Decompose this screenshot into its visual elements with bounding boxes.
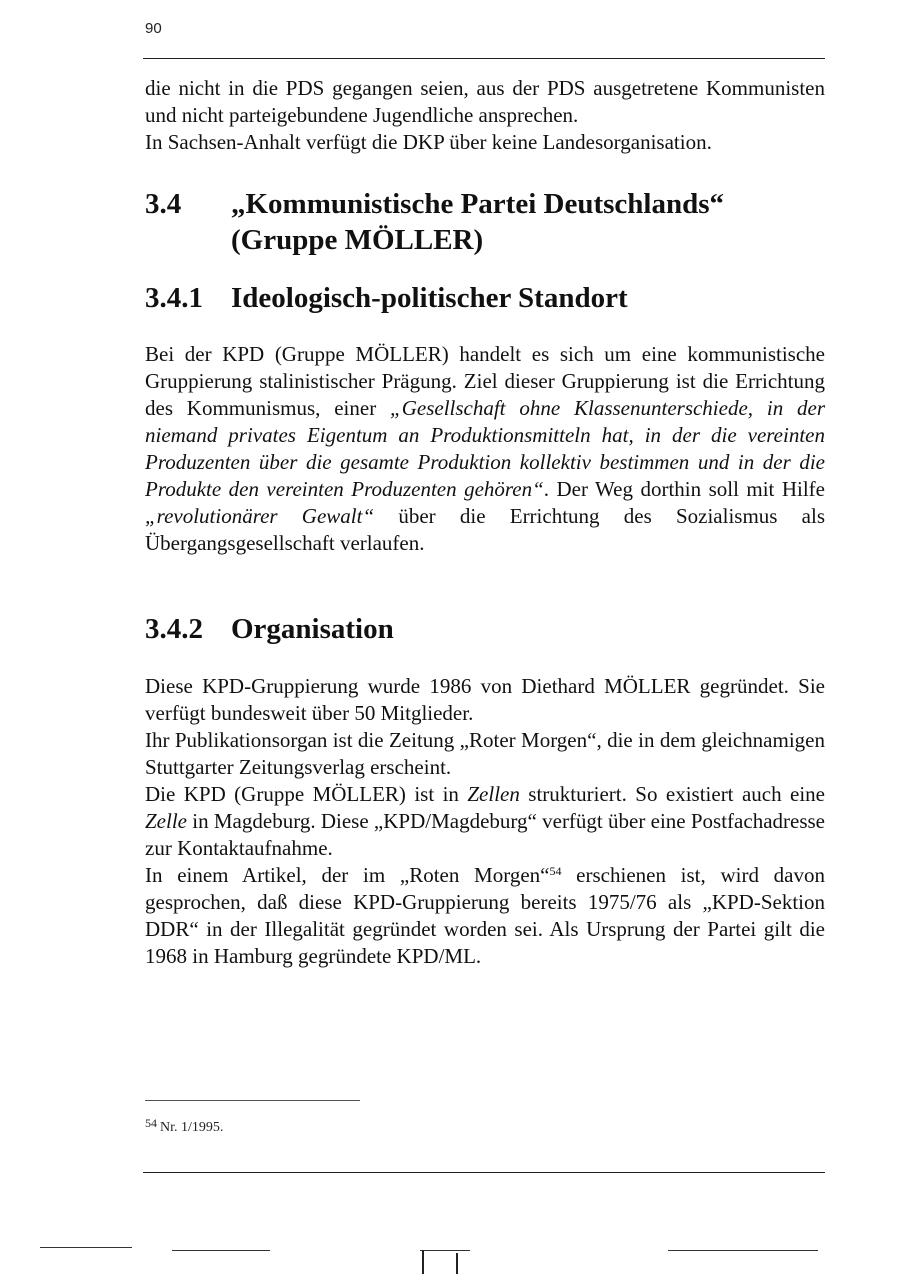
quotation: „revolutionärer Gewalt“ (145, 504, 375, 528)
text-run: In einem Artikel, der im „Roten Morgen“ (145, 863, 550, 887)
header-rule (143, 58, 825, 59)
scan-mark (422, 1250, 424, 1274)
intro-line: die nicht in die PDS gegangen seien, aus der PDS ausgetretene Kommunisten und nicht parteigebundene Jugendliche ansprechen. (145, 76, 825, 127)
text-run: Die KPD (Gruppe MÖLLER) ist in (145, 782, 468, 806)
section-number: 3.4.1 (145, 282, 203, 314)
text-run: über die Errichtung des Sozialismus als Übergangsgesellschaft verlaufen. (145, 504, 825, 555)
footnote (145, 1116, 223, 1136)
scan-mark (456, 1253, 458, 1274)
quotation: „Gesellschaft ohne Klassenunterschiede, in der niemand privates Eigentum an Produktionsmitteln hat, in der die vereinten Produzenten über die gesamte Produktion kollektiv bestimmen und in der die Produkte den vereinten Produzenten gehören“ (145, 396, 825, 501)
emphasis: Zelle (145, 809, 187, 833)
scan-mark (420, 1250, 470, 1251)
text-run: . Der Weg dorthin soll mit Hilfe (543, 477, 825, 501)
organisation-paragraphs (145, 673, 825, 970)
intro-paragraph (145, 75, 825, 156)
footnote-rule (145, 1100, 360, 1101)
emphasis: Zellen (467, 782, 520, 806)
text-run: Bei der KPD (Gruppe MÖLLER) handelt es sich um eine kommunistische Gruppierung stalinistischer Prägung. Ziel dieser Gruppierung ist die Errichtung des Kommunismus, einer (145, 342, 825, 420)
paragraph (145, 781, 825, 862)
section-number: 3.4.2 (145, 613, 203, 645)
scan-mark (40, 1247, 132, 1248)
section-title-line: „Kommunistische Partei Deutschlands“ (231, 188, 724, 220)
text-run: strukturiert. So existiert auch eine (519, 782, 825, 806)
paragraph: Diese KPD-Gruppierung wurde 1986 von Diethard MÖLLER gegründet. Sie verfügt bundesweit über 50 Mitglieder. (145, 674, 825, 725)
paragraph (145, 862, 825, 970)
section-title: Organisation (231, 613, 394, 645)
section-title: Ideologisch-politischer Standort (231, 282, 628, 314)
scan-mark (668, 1250, 818, 1251)
section-heading-3-4-1 (145, 280, 628, 316)
paragraph: Ihr Publikationsorgan ist die Zeitung „Roter Morgen“, die in dem gleichnamigen Stuttgarter Zeitungsverlag erscheint. (145, 728, 825, 779)
paragraph (145, 341, 825, 557)
intro-line: In Sachsen-Anhalt verfügt die DKP über keine Landesorganisation. (145, 130, 712, 154)
text-run: erschienen ist, wird davon gesprochen, daß diese KPD-Gruppierung bereits 1975/76 als „KPD-Sektion DDR“ in der Illegalität gegründet worden sei. Als Ursprung der Partei gilt die 1968 in Hamburg gegründete KPD/ML. (145, 863, 825, 968)
section-title-line: (Gruppe MÖLLER) (231, 224, 484, 256)
footnote-text: Nr. 1/1995. (160, 1120, 224, 1135)
page-number: 90 (145, 20, 162, 37)
footnote-reference[interactable]: 54 (549, 864, 562, 878)
section-heading-3-4-2 (145, 611, 394, 647)
scan-mark (172, 1250, 270, 1251)
section-title (231, 186, 724, 258)
section-number: 3.4 (145, 188, 182, 220)
ideology-paragraph (145, 341, 825, 557)
section-heading-3-4 (145, 186, 724, 258)
footnote-mark: 54 (145, 1116, 157, 1130)
text-run: in Magdeburg. Diese „KPD/Magdeburg“ verfügt über eine Postfachadresse zur Kontaktaufnahme. (145, 809, 825, 860)
footer-rule (143, 1172, 825, 1173)
